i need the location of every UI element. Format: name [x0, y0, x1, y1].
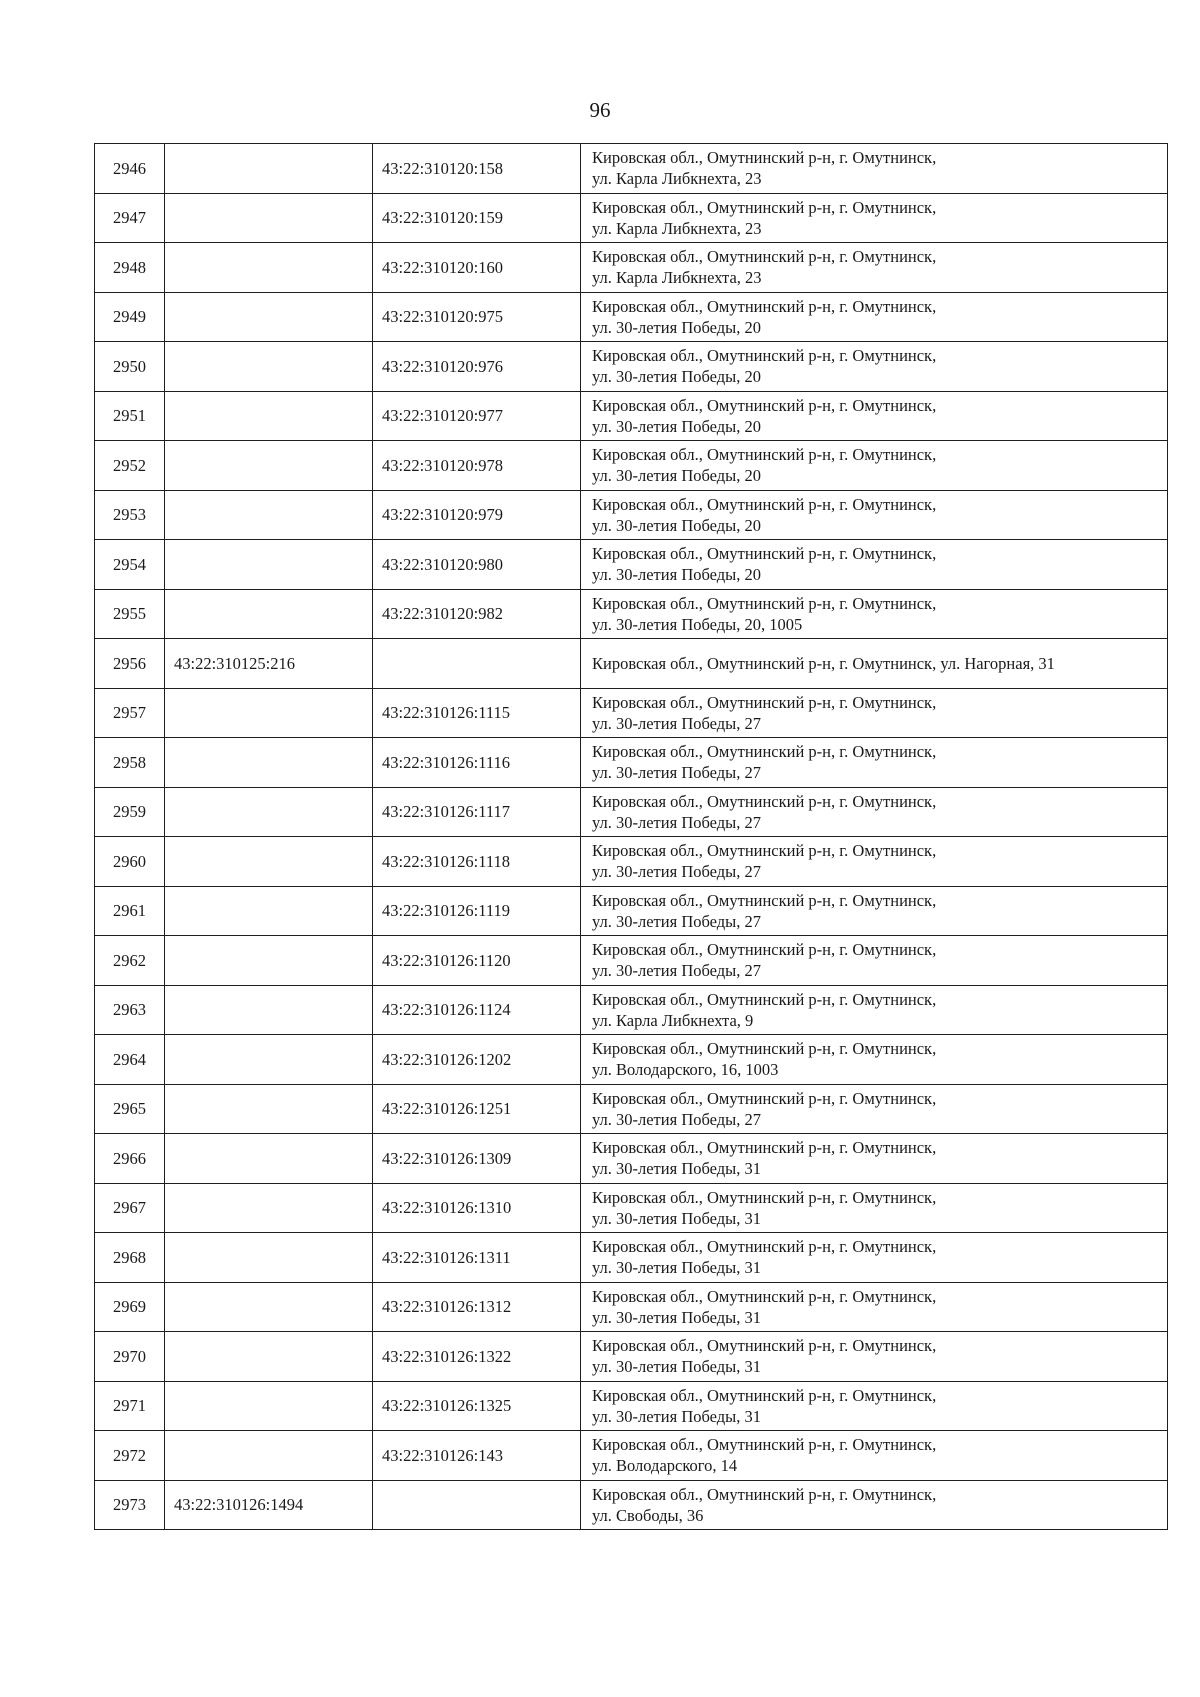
address-line-2: ул. 30-летия Победы, 31	[592, 1357, 761, 1377]
address-cell	[581, 144, 1168, 194]
row-number-cell: 2950	[95, 342, 165, 392]
row-number-cell: 2958	[95, 738, 165, 788]
address-cell	[581, 1035, 1168, 1085]
address-line-1: Кировская обл., Омутнинский р-н, г. Омутнинск,	[592, 890, 937, 910]
land-cadastral-number-cell: 43:22:310126:1494	[165, 1480, 373, 1530]
object-cadastral-number-cell: 43:22:310126:1124	[373, 985, 581, 1035]
table-row	[95, 688, 1168, 738]
row-number-cell: 2952	[95, 441, 165, 491]
address-line-2: ул. 30-летия Победы, 31	[592, 1208, 761, 1228]
table-row	[95, 886, 1168, 936]
address-line-2: ул. Карла Либкнехта, 23	[592, 169, 762, 189]
table-row	[95, 193, 1168, 243]
row-number-cell: 2955	[95, 589, 165, 639]
address-cell	[581, 490, 1168, 540]
row-number-cell: 2969	[95, 1282, 165, 1332]
address-line-2: ул. 30-летия Победы, 27	[592, 713, 761, 733]
address-line-1: Кировская обл., Омутнинский р-н, г. Омутнинск,	[592, 1088, 937, 1108]
row-number-cell: 2970	[95, 1332, 165, 1382]
object-cadastral-number-cell: 43:22:310126:1202	[373, 1035, 581, 1085]
address-line-1: Кировская обл., Омутнинский р-н, г. Омутнинск,	[592, 1385, 937, 1405]
row-number-cell: 2962	[95, 936, 165, 986]
land-cadastral-number-cell	[165, 837, 373, 887]
land-cadastral-number-cell: 43:22:310125:216	[165, 639, 373, 689]
table-row	[95, 787, 1168, 837]
address-cell	[581, 1480, 1168, 1530]
row-number-cell: 2949	[95, 292, 165, 342]
address-line-1: Кировская обл., Омутнинский р-н, г. Омутнинск,	[592, 1138, 937, 1158]
object-cadastral-number-cell: 43:22:310126:1118	[373, 837, 581, 887]
object-cadastral-number-cell: 43:22:310126:1115	[373, 688, 581, 738]
address-line-2: ул. Карла Либкнехта, 23	[592, 218, 762, 238]
object-cadastral-number-cell: 43:22:310126:1309	[373, 1134, 581, 1184]
row-number-cell: 2959	[95, 787, 165, 837]
register-table-body	[95, 144, 1168, 1530]
address-line-1: Кировская обл., Омутнинский р-н, г. Омутнинск,	[592, 1435, 937, 1455]
address-line-1: Кировская обл., Омутнинский р-н, г. Омутнинск,	[592, 1187, 937, 1207]
row-number-cell: 2972	[95, 1431, 165, 1481]
land-cadastral-number-cell	[165, 1332, 373, 1382]
land-cadastral-number-cell	[165, 540, 373, 590]
land-cadastral-number-cell	[165, 391, 373, 441]
address-line-2: ул. 30-летия Победы, 27	[592, 812, 761, 832]
land-cadastral-number-cell	[165, 886, 373, 936]
table-row	[95, 1134, 1168, 1184]
address-cell	[581, 1233, 1168, 1283]
object-cadastral-number-cell: 43:22:310126:1325	[373, 1381, 581, 1431]
object-cadastral-number-cell: 43:22:310120:159	[373, 193, 581, 243]
address-line-2: ул. 30-летия Победы, 27	[592, 961, 761, 981]
object-cadastral-number-cell: 43:22:310126:1312	[373, 1282, 581, 1332]
address-line-1: Кировская обл., Омутнинский р-н, г. Омутнинск,	[592, 841, 937, 861]
object-cadastral-number-cell: 43:22:310120:975	[373, 292, 581, 342]
table-row	[95, 243, 1168, 293]
table-row	[95, 490, 1168, 540]
address-cell	[581, 985, 1168, 1035]
property-register-table	[94, 143, 1168, 1530]
land-cadastral-number-cell	[165, 1233, 373, 1283]
address-cell	[581, 1431, 1168, 1481]
address-cell	[581, 639, 1168, 689]
address-line-2: ул. Свободы, 36	[592, 1505, 704, 1525]
address-line-2: ул. 30-летия Победы, 20	[592, 367, 761, 387]
land-cadastral-number-cell	[165, 490, 373, 540]
land-cadastral-number-cell	[165, 441, 373, 491]
address-cell	[581, 193, 1168, 243]
table-row	[95, 1183, 1168, 1233]
object-cadastral-number-cell	[373, 1480, 581, 1530]
address-line-2: ул. Володарского, 16, 1003	[592, 1060, 779, 1080]
address-cell	[581, 1183, 1168, 1233]
object-cadastral-number-cell: 43:22:310120:158	[373, 144, 581, 194]
address-line-2: ул. Володарского, 14	[592, 1456, 738, 1476]
address-cell	[581, 441, 1168, 491]
row-number-cell: 2951	[95, 391, 165, 441]
land-cadastral-number-cell	[165, 193, 373, 243]
address-line-1: Кировская обл., Омутнинский р-н, г. Омутнинск,	[592, 940, 937, 960]
object-cadastral-number-cell: 43:22:310126:1311	[373, 1233, 581, 1283]
address-line-1: Кировская обл., Омутнинский р-н, г. Омутнинск,	[592, 791, 937, 811]
table-row	[95, 936, 1168, 986]
address-line-2: ул. 30-летия Победы, 20	[592, 317, 761, 337]
land-cadastral-number-cell	[165, 787, 373, 837]
row-number-cell: 2953	[95, 490, 165, 540]
land-cadastral-number-cell	[165, 1431, 373, 1481]
table-row	[95, 639, 1168, 689]
object-cadastral-number-cell: 43:22:310120:980	[373, 540, 581, 590]
object-cadastral-number-cell: 43:22:310120:160	[373, 243, 581, 293]
address-line-1: Кировская обл., Омутнинский р-н, г. Омутнинск,	[592, 197, 937, 217]
address-line-1: Кировская обл., Омутнинский р-н, г. Омутнинск,	[592, 989, 937, 1009]
address-line-1: Кировская обл., Омутнинский р-н, г. Омутнинск,	[592, 1286, 937, 1306]
address-cell	[581, 837, 1168, 887]
address-line-2: ул. Карла Либкнехта, 23	[592, 268, 762, 288]
table-row	[95, 837, 1168, 887]
object-cadastral-number-cell: 43:22:310126:1119	[373, 886, 581, 936]
table-row	[95, 1431, 1168, 1481]
address-line-2: ул. 30-летия Победы, 20	[592, 416, 761, 436]
address-cell	[581, 292, 1168, 342]
address-line-1: Кировская обл., Омутнинский р-н, г. Омутнинск,	[592, 148, 937, 168]
row-number-cell: 2963	[95, 985, 165, 1035]
object-cadastral-number-cell: 43:22:310126:1117	[373, 787, 581, 837]
address-line-1: Кировская обл., Омутнинский р-н, г. Омутнинск,	[592, 1336, 937, 1356]
object-cadastral-number-cell: 43:22:310120:978	[373, 441, 581, 491]
land-cadastral-number-cell	[165, 1282, 373, 1332]
object-cadastral-number-cell: 43:22:310120:979	[373, 490, 581, 540]
object-cadastral-number-cell: 43:22:310126:1120	[373, 936, 581, 986]
land-cadastral-number-cell	[165, 688, 373, 738]
land-cadastral-number-cell	[165, 589, 373, 639]
table-row	[95, 391, 1168, 441]
address-cell	[581, 886, 1168, 936]
address-line-1: Кировская обл., Омутнинский р-н, г. Омутнинск,	[592, 1039, 937, 1059]
row-number-cell: 2968	[95, 1233, 165, 1283]
row-number-cell: 2964	[95, 1035, 165, 1085]
address-line-2: ул. Карла Либкнехта, 9	[592, 1010, 754, 1030]
land-cadastral-number-cell	[165, 243, 373, 293]
address-line-2: ул. 30-летия Победы, 20, 1005	[592, 614, 803, 634]
land-cadastral-number-cell	[165, 936, 373, 986]
address-cell	[581, 1381, 1168, 1431]
table-row	[95, 441, 1168, 491]
address-line-2: ул. 30-летия Победы, 20	[592, 565, 761, 585]
table-row	[95, 1480, 1168, 1530]
land-cadastral-number-cell	[165, 1134, 373, 1184]
row-number-cell: 2957	[95, 688, 165, 738]
row-number-cell: 2971	[95, 1381, 165, 1431]
table-row	[95, 1282, 1168, 1332]
address-cell	[581, 1084, 1168, 1134]
address-cell	[581, 688, 1168, 738]
table-row	[95, 985, 1168, 1035]
row-number-cell: 2954	[95, 540, 165, 590]
land-cadastral-number-cell	[165, 292, 373, 342]
table-row	[95, 1084, 1168, 1134]
object-cadastral-number-cell: 43:22:310120:977	[373, 391, 581, 441]
row-number-cell: 2948	[95, 243, 165, 293]
land-cadastral-number-cell	[165, 738, 373, 788]
land-cadastral-number-cell	[165, 1035, 373, 1085]
address-cell	[581, 342, 1168, 392]
address-line-2: ул. 30-летия Победы, 20	[592, 466, 761, 486]
table-row	[95, 292, 1168, 342]
address-line-1: Кировская обл., Омутнинский р-н, г. Омутнинск,	[592, 346, 937, 366]
address-line-2: ул. 30-летия Победы, 27	[592, 763, 761, 783]
address-line-1: Кировская обл., Омутнинский р-н, г. Омутнинск,	[592, 593, 937, 613]
object-cadastral-number-cell: 43:22:310126:1322	[373, 1332, 581, 1382]
address-line-1: Кировская обл., Омутнинский р-н, г. Омутнинск,	[592, 395, 937, 415]
address-cell	[581, 243, 1168, 293]
table-row	[95, 144, 1168, 194]
row-number-cell: 2946	[95, 144, 165, 194]
land-cadastral-number-cell	[165, 1084, 373, 1134]
table-row	[95, 1381, 1168, 1431]
table-row	[95, 1332, 1168, 1382]
table-row	[95, 1233, 1168, 1283]
object-cadastral-number-cell: 43:22:310120:976	[373, 342, 581, 392]
address-line-2: ул. 30-летия Победы, 31	[592, 1406, 761, 1426]
address-line-1: Кировская обл., Омутнинский р-н, г. Омутнинск,	[592, 544, 937, 564]
table-row	[95, 589, 1168, 639]
land-cadastral-number-cell	[165, 144, 373, 194]
table-row	[95, 1035, 1168, 1085]
address-line-2: ул. 30-летия Победы, 31	[592, 1258, 761, 1278]
address-cell	[581, 738, 1168, 788]
row-number-cell: 2960	[95, 837, 165, 887]
address-cell	[581, 540, 1168, 590]
object-cadastral-number-cell: 43:22:310120:982	[373, 589, 581, 639]
row-number-cell: 2973	[95, 1480, 165, 1530]
address-line-2: ул. 30-летия Победы, 31	[592, 1307, 761, 1327]
object-cadastral-number-cell: 43:22:310126:1310	[373, 1183, 581, 1233]
table-row	[95, 540, 1168, 590]
address-cell	[581, 1134, 1168, 1184]
object-cadastral-number-cell: 43:22:310126:1116	[373, 738, 581, 788]
table-row	[95, 738, 1168, 788]
row-number-cell: 2967	[95, 1183, 165, 1233]
object-cadastral-number-cell: 43:22:310126:1251	[373, 1084, 581, 1134]
address-line-1: Кировская обл., Омутнинский р-н, г. Омутнинск, ул. Нагорная, 31	[592, 653, 1055, 673]
address-line-1: Кировская обл., Омутнинский р-н, г. Омутнинск,	[592, 445, 937, 465]
address-line-2: ул. 30-летия Победы, 27	[592, 1109, 761, 1129]
land-cadastral-number-cell	[165, 985, 373, 1035]
address-line-2: ул. 30-летия Победы, 27	[592, 911, 761, 931]
object-cadastral-number-cell	[373, 639, 581, 689]
address-line-1: Кировская обл., Омутнинский р-н, г. Омутнинск,	[592, 1237, 937, 1257]
address-cell	[581, 1282, 1168, 1332]
address-line-1: Кировская обл., Омутнинский р-н, г. Омутнинск,	[592, 494, 937, 514]
row-number-cell: 2966	[95, 1134, 165, 1184]
object-cadastral-number-cell: 43:22:310126:143	[373, 1431, 581, 1481]
address-line-1: Кировская обл., Омутнинский р-н, г. Омутнинск,	[592, 1484, 937, 1504]
land-cadastral-number-cell	[165, 342, 373, 392]
row-number-cell: 2956	[95, 639, 165, 689]
address-line-2: ул. 30-летия Победы, 27	[592, 862, 761, 882]
address-cell	[581, 1332, 1168, 1382]
table-row	[95, 342, 1168, 392]
land-cadastral-number-cell	[165, 1183, 373, 1233]
address-cell	[581, 391, 1168, 441]
address-line-1: Кировская обл., Омутнинский р-н, г. Омутнинск,	[592, 692, 937, 712]
address-line-1: Кировская обл., Омутнинский р-н, г. Омутнинск,	[592, 742, 937, 762]
address-cell	[581, 787, 1168, 837]
row-number-cell: 2965	[95, 1084, 165, 1134]
address-cell	[581, 936, 1168, 986]
address-line-1: Кировская обл., Омутнинский р-н, г. Омутнинск,	[592, 296, 937, 316]
row-number-cell: 2961	[95, 886, 165, 936]
land-cadastral-number-cell	[165, 1381, 373, 1431]
address-cell	[581, 589, 1168, 639]
address-line-1: Кировская обл., Омутнинский р-н, г. Омутнинск,	[592, 247, 937, 267]
page-number: 96	[589, 98, 611, 122]
row-number-cell: 2947	[95, 193, 165, 243]
address-line-2: ул. 30-летия Победы, 20	[592, 515, 761, 535]
address-line-2: ул. 30-летия Победы, 31	[592, 1159, 761, 1179]
